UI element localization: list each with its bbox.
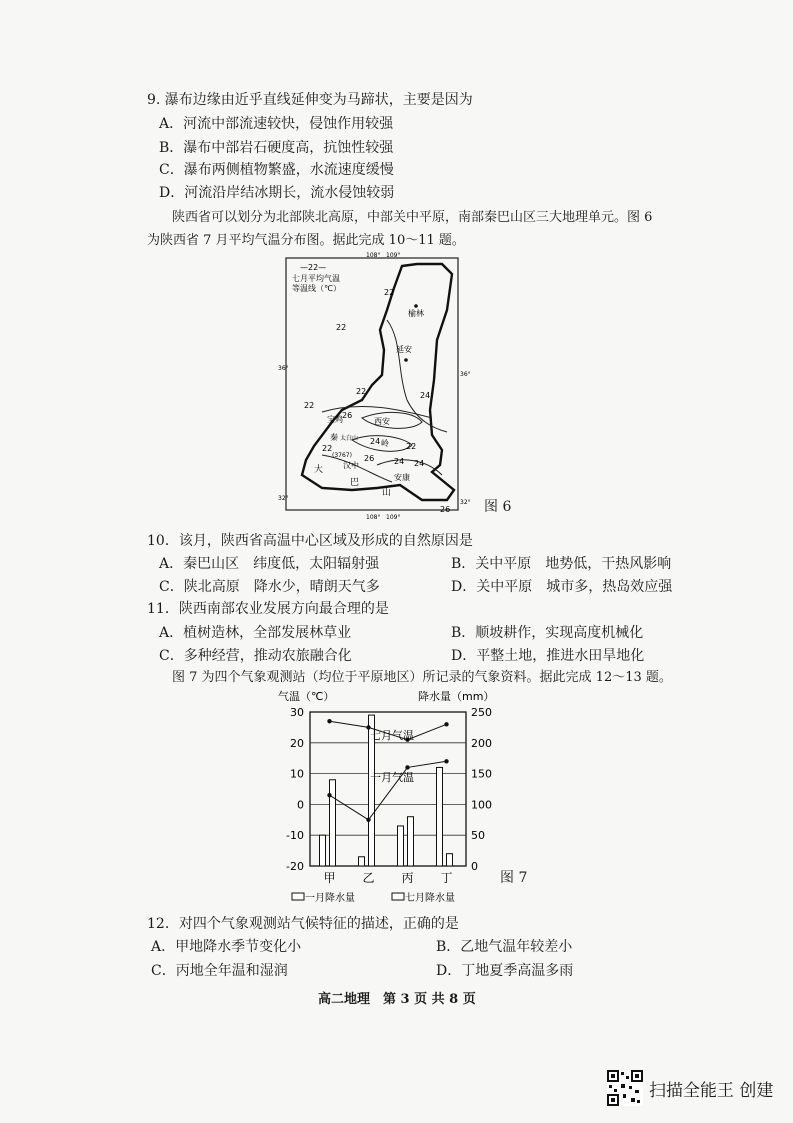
qr-code-icon [607, 1070, 643, 1106]
lat-label: 32° [460, 499, 471, 506]
city-dot [414, 304, 418, 308]
isotherm-label: 26 [342, 411, 353, 420]
isotherm-label: 22 [304, 401, 315, 410]
q9-option-b: B．瀑布中部岩石硬度高，抗蚀性较强 [159, 140, 394, 156]
isotherm-label: 24 [370, 437, 381, 446]
y-right-axis-label: 降水量（mm） [418, 690, 495, 703]
isotherm-label: 26 [440, 505, 451, 514]
bar-jul-precip [330, 780, 336, 866]
map-legend-title-1: 七月平均气温 [292, 274, 340, 283]
mountain-label: 山 [382, 488, 392, 498]
q11-option-c: C．多种经营，推动农旅融合化 [159, 648, 352, 664]
bar-jul-precip [408, 817, 414, 866]
lon-label: 108° [366, 252, 381, 259]
q9-stem: 9. 瀑布边缘由近乎直线延伸变为马蹄状，主要是因为 [147, 92, 473, 108]
y-left-tick-label: 0 [297, 798, 304, 812]
intro-10-11-line2: 为陕西省 7 月平均气温分布图。据此完成 10～11 题。 [147, 233, 465, 248]
bar-jan-precip [320, 835, 326, 866]
point-jul-temp [327, 719, 331, 723]
x-tick-label: 乙 [362, 871, 375, 885]
q11-option-b: B．顺坡耕作，实现高度机械化 [451, 625, 644, 641]
intro-10-11-line1: 陕西省可以划分为北部陕北高原，中部关中平原，南部秦巴山区三大地理单元。图 6 [172, 210, 653, 225]
q12-option-c: C．丙地全年温和湿润 [151, 963, 288, 979]
q12-option-a: A．甲地降水季节变化小 [151, 939, 302, 955]
lon-label: 108° [366, 514, 381, 521]
isotherm-label: 24 [414, 459, 425, 468]
city-label-yulin: 榆林 [408, 309, 424, 318]
map-legend-title-2: 等温线（℃） [292, 284, 341, 293]
city-label-yanan: 延安 [396, 345, 412, 354]
page-footer: 高二地理 第 3 页 共 8 页 [318, 992, 476, 1007]
q9-option-a: A．河流中部流速较快，侵蚀作用较强 [159, 116, 394, 132]
mountain-label: 巴 [350, 478, 360, 488]
bar-jul-precip [447, 854, 453, 866]
x-tick-label: 丁 [440, 871, 453, 885]
q12-stem: 12．对四个气象观测站气候特征的描述，正确的是 [147, 916, 459, 932]
x-tick-label: 丙 [401, 871, 414, 885]
y-left-tick-label: 10 [290, 767, 304, 781]
mountain-label: 大 [314, 465, 324, 475]
q11-option-a: A．植树造林，全部发展林草业 [159, 625, 352, 641]
q11-option-d: D．平整土地，推进水田旱地化 [451, 648, 645, 664]
map-legend-line: —22— [300, 263, 327, 272]
watermark-text: 扫描全能王 创建 [649, 1081, 774, 1101]
bar-jan-precip [359, 857, 365, 866]
lat-label: 36° [278, 365, 289, 372]
y-right-tick-label: 50 [471, 829, 485, 843]
point-jan-temp [405, 765, 409, 769]
legend-swatch-jan-precip [292, 893, 304, 900]
lon-label: 109° [386, 252, 401, 259]
mountain-label: 秦 [330, 433, 338, 442]
intro-12-13: 图 7 为四个气象观测站（均位于平原地区）所记录的气象资料。据此完成 12～13 题。 [172, 670, 672, 685]
peak-height: (3767) [332, 452, 352, 459]
lat-label: 32° [278, 495, 289, 502]
y-left-tick-label: 30 [290, 706, 304, 719]
y-right-tick-label: 150 [471, 767, 492, 781]
city-label-xian: 西安 [374, 417, 390, 426]
scanner-watermark [607, 1070, 787, 1110]
series-label-july-temp: 七月气温 [370, 729, 414, 742]
legend-jan-precip: 一月降水量 [305, 893, 355, 904]
mountain-label: 岭 [381, 439, 389, 448]
isotherm-line [362, 412, 422, 428]
point-jan-temp [444, 759, 448, 763]
isotherm-label: 24 [420, 391, 431, 400]
q12-option-d: D．丁地夏季高温多雨 [436, 963, 574, 979]
isotherm-label: 24 [394, 457, 405, 466]
isotherm-label: 22 [384, 288, 395, 297]
y-right-tick-label: 250 [471, 706, 492, 719]
shaanxi-map-figure [278, 250, 512, 521]
q10-option-c: C．陕北高原 降水少，晴朗天气多 [159, 579, 380, 595]
q11-stem: 11．陕西南部农业发展方向最合理的是 [147, 601, 389, 617]
y-left-axis-label: 气温（℃） [278, 690, 335, 703]
y-left-tick-label: -20 [286, 860, 304, 873]
q9-option-c: C．瀑布两侧植物繁盛，水流速度缓慢 [159, 162, 394, 178]
legend-jul-precip: 七月降水量 [405, 893, 455, 904]
q10-option-b: B．关中平原 地势低，干热风影响 [451, 556, 672, 572]
isotherm-label: 26 [364, 454, 375, 463]
y-right-tick-label: 0 [471, 860, 478, 873]
bar-jan-precip [437, 767, 443, 866]
y-right-tick-label: 100 [471, 798, 492, 812]
figure-6-caption: 图 6 [484, 499, 512, 515]
point-jan-temp [327, 793, 331, 797]
lat-label: 36° [460, 371, 471, 378]
isotherm-label: 22 [406, 442, 417, 451]
x-tick-label: 甲 [323, 871, 336, 885]
lon-label: 109° [386, 514, 401, 521]
peak-name: 太白山 [340, 435, 359, 442]
q10-option-a: A．秦巴山区 纬度低，太阳辐射强 [159, 556, 380, 572]
isotherm-label: 22 [336, 323, 347, 332]
bar-jan-precip [398, 826, 404, 866]
series-label-jan-temp: 一月气温 [370, 771, 414, 784]
q12-option-b: B．乙地气温年较差小 [436, 939, 573, 955]
q10-stem: 10．该月，陕西省高温中心区域及形成的自然原因是 [147, 533, 473, 549]
legend-swatch-jul-precip [392, 893, 404, 900]
city-label-baoji: 宝鸡 [327, 415, 343, 424]
city-label-hanzhong: 汉中 [343, 461, 359, 470]
q10-option-d: D．关中平原 城市多，热岛效应强 [451, 579, 673, 595]
isotherm-label: 22 [356, 387, 367, 396]
q9-option-d: D．河流沿岸结冰期长，流水侵蚀较弱 [159, 185, 395, 201]
city-dot [404, 358, 408, 362]
figure-7-caption: 图 7 [500, 870, 528, 886]
y-left-tick-label: -10 [286, 829, 304, 843]
city-label-ankang: 安康 [394, 473, 410, 482]
y-left-tick-label: 20 [290, 736, 304, 750]
isotherm-label: 22 [322, 444, 333, 453]
y-right-tick-label: 200 [471, 736, 492, 750]
point-jul-temp [444, 722, 448, 726]
point-jan-temp [366, 818, 370, 822]
